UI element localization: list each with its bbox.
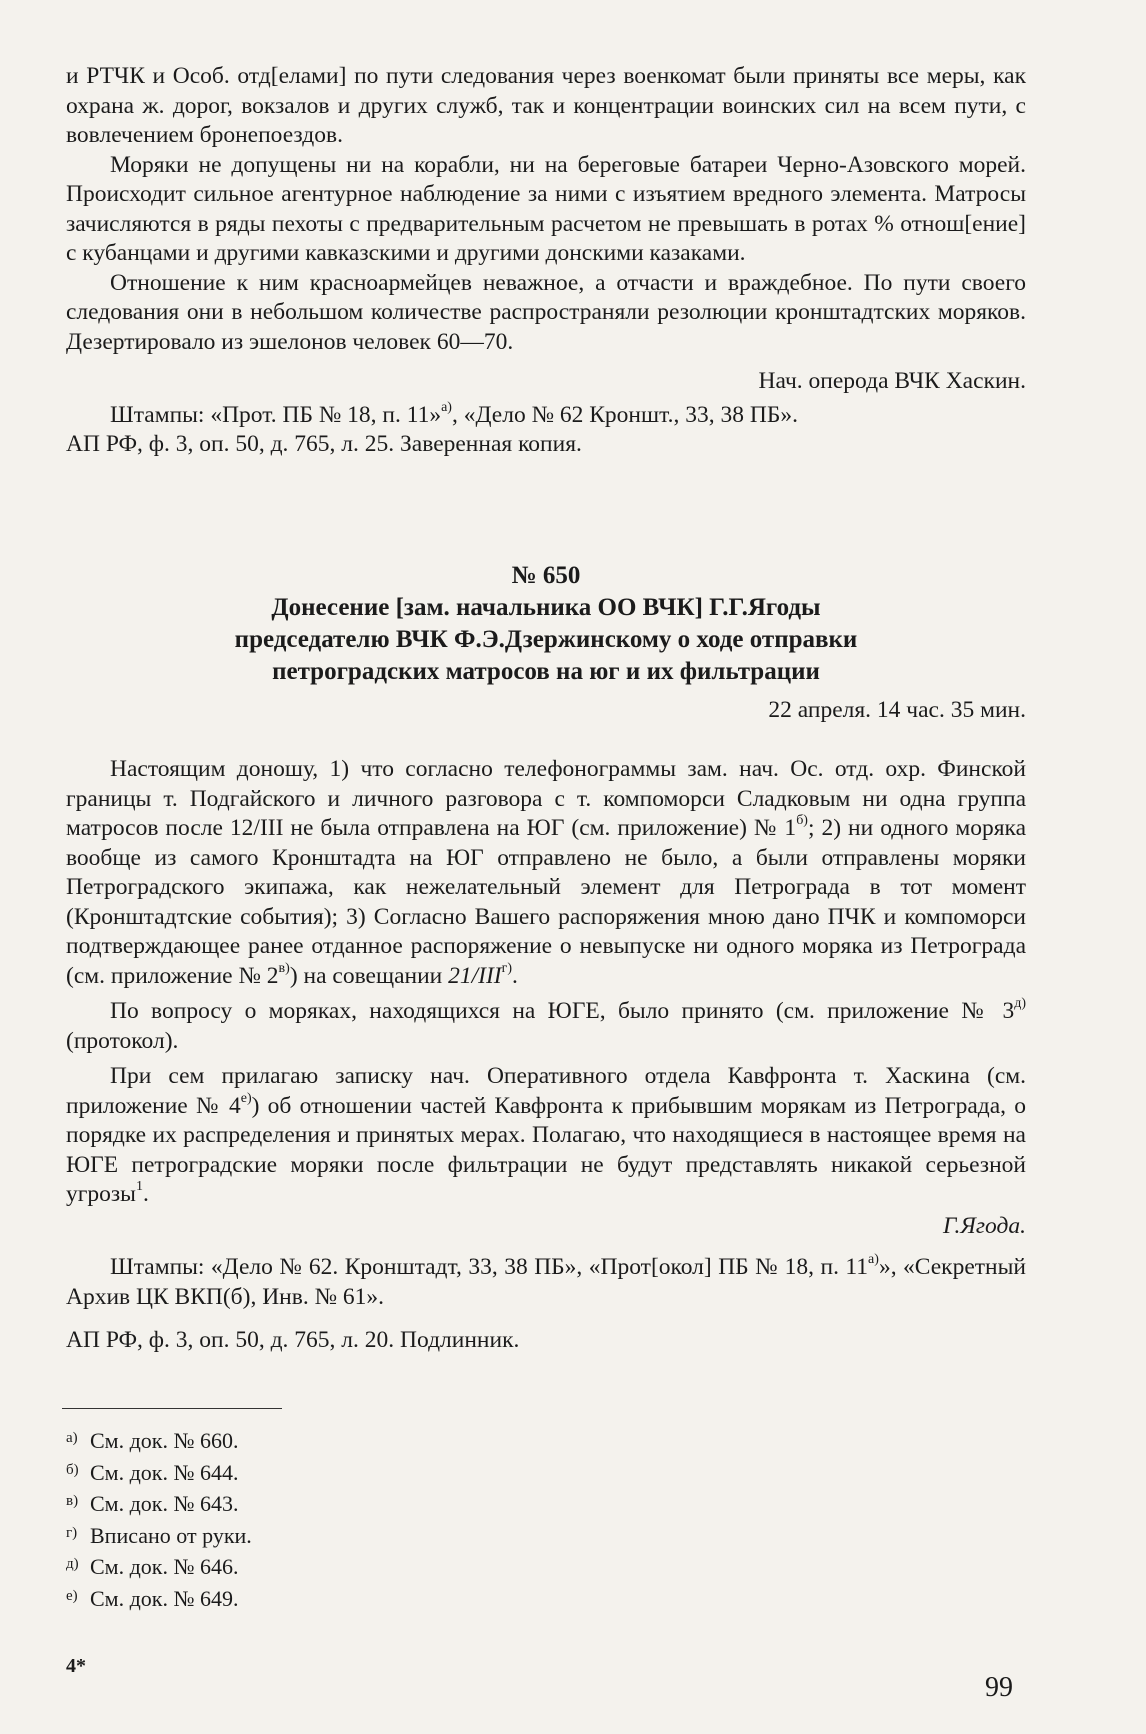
prev-signature: Нач. оперода ВЧК Хаскин. (758, 368, 1026, 394)
paragraph: Моряки не допущены ни на корабли, ни на береговые батареи Черно-Азовского морей. Происходит сильное агентурное наблюдение за ними с изъятием вредного элемента. Матросы зачисляются в ряды пехоты с предварительным расчетом не превышать в ротах % отнош[ение] с кубанцами и другими кавказскими и другими донскими казаками. (66, 151, 1026, 266)
footnote: е) См. док. № 649. (66, 1585, 239, 1611)
continuation-block (66, 62, 1026, 460)
paragraph: Настоящим доношу, 1) что согласно телефонограммы зам. нач. Ос. отд. охр. Финской границы т. Подгайского и личного разговора с т. компоморси Сладковым ни одна группа матросов после 12/III не была отправлена на ЮГ (см. приложение) № $1^{б)}$; 2) ни одного моряка вообще из самого Кронштадта на ЮГ отправлено не было, а были отправлены моряки Петроградского экипажа, как нежелательный элемент для Петрограда в тот момент (Кронштадтские события); 3) Согласно Вашего распоряжения мною дано ПЧК и компоморси подтверждающее ранее отданное распоряжение о невыпуске ни одного моряка из Петрограда (см. приложение № $2^{в)}$) на совещании $21/III^{г)}$. (66, 756, 1027, 989)
stamps: Штампы: «Дело № 62. Кронштадт, 33, 38 ПБ», «Прот[окол] ПБ № 18, п. $11^{а)}$», «Секретный Архив ЦК ВКП(б), Инв. № 61». (66, 1252, 1026, 1310)
prev-archive-reference: АП РФ, ф. 3, оп. 50, д. 765, л. 25. Заверенная копия. (66, 431, 582, 457)
paragraph: и РТЧК и Особ. отд[елами] по пути следования через военкомат были приняты все меры, как охрана ж. дорог, вокзалов и других служб, так и концентрации воинских сил на всем пути, с вовлечением бронепоездов. (66, 63, 1026, 148)
paragraph: При сем прилагаю записку нач. Оперативного отдела Кавфронта т. Хаскина (см. приложение № $4^{е)}$) об отношении частей Кавфронта к прибывшим морякам из Петрограда, о порядке их распределения и принятых мерах. Полагаю, что находящиеся в настоящее время на ЮГЕ петроградские моряки после фильтрации не будут представлять никакой серьезной угрозы$^1$. (66, 1063, 1027, 1207)
footnote: в) См. док. № 643. (66, 1491, 239, 1516)
footnotes (66, 1408, 1026, 1613)
document-header (66, 560, 1026, 726)
footnote: а) См. док. № 660. (66, 1428, 239, 1453)
signature: Г.Ягода. (942, 1212, 1026, 1239)
document-title-line: председателю ВЧК Ф.Э.Дзержинскому о ходе отправки (234, 626, 858, 653)
footnote: г) Вписано от руки. (66, 1522, 252, 1548)
document-date: 22 апреля. 14 час. 35 мин. (768, 697, 1026, 723)
footnote-rule (62, 1408, 282, 1409)
paragraph: По вопросу о моряках, находящихся на ЮГЕ, было принято (см. приложение № $3^{д)}$ (протокол). (66, 996, 1026, 1054)
document-title-line: петроградских матросов на юг и их фильтрации (272, 658, 820, 685)
prev-stamps: Штампы: «Прот. ПБ № 18, п. 11»$^{а)}$, «Дело № 62 Кроншт., 33, 38 ПБ». (110, 399, 798, 428)
page-number: 99 (985, 1672, 1013, 1703)
document-title-line: Донесение [зам. начальника ОО ВЧК] Г.Г.Ягоды (271, 594, 821, 621)
document-number: № 650 (511, 562, 581, 589)
signature-mark: 4* (66, 1655, 86, 1677)
document-body (66, 755, 1026, 1356)
footnote: д) См. док. № 646. (66, 1554, 239, 1579)
archive-reference: АП РФ, ф. 3, оп. 50, д. 765, л. 20. Подлинник. (66, 1327, 520, 1353)
paragraph: Отношение к ним красноармейцев неважное, а отчасти и враждебное. По пути своего следования они в небольшом количестве распространяли резолюции кронштадтских моряков. Дезертировало из эшелонов человек 60—70. (66, 269, 1026, 355)
footnote: б) См. док. № 644. (66, 1459, 239, 1485)
